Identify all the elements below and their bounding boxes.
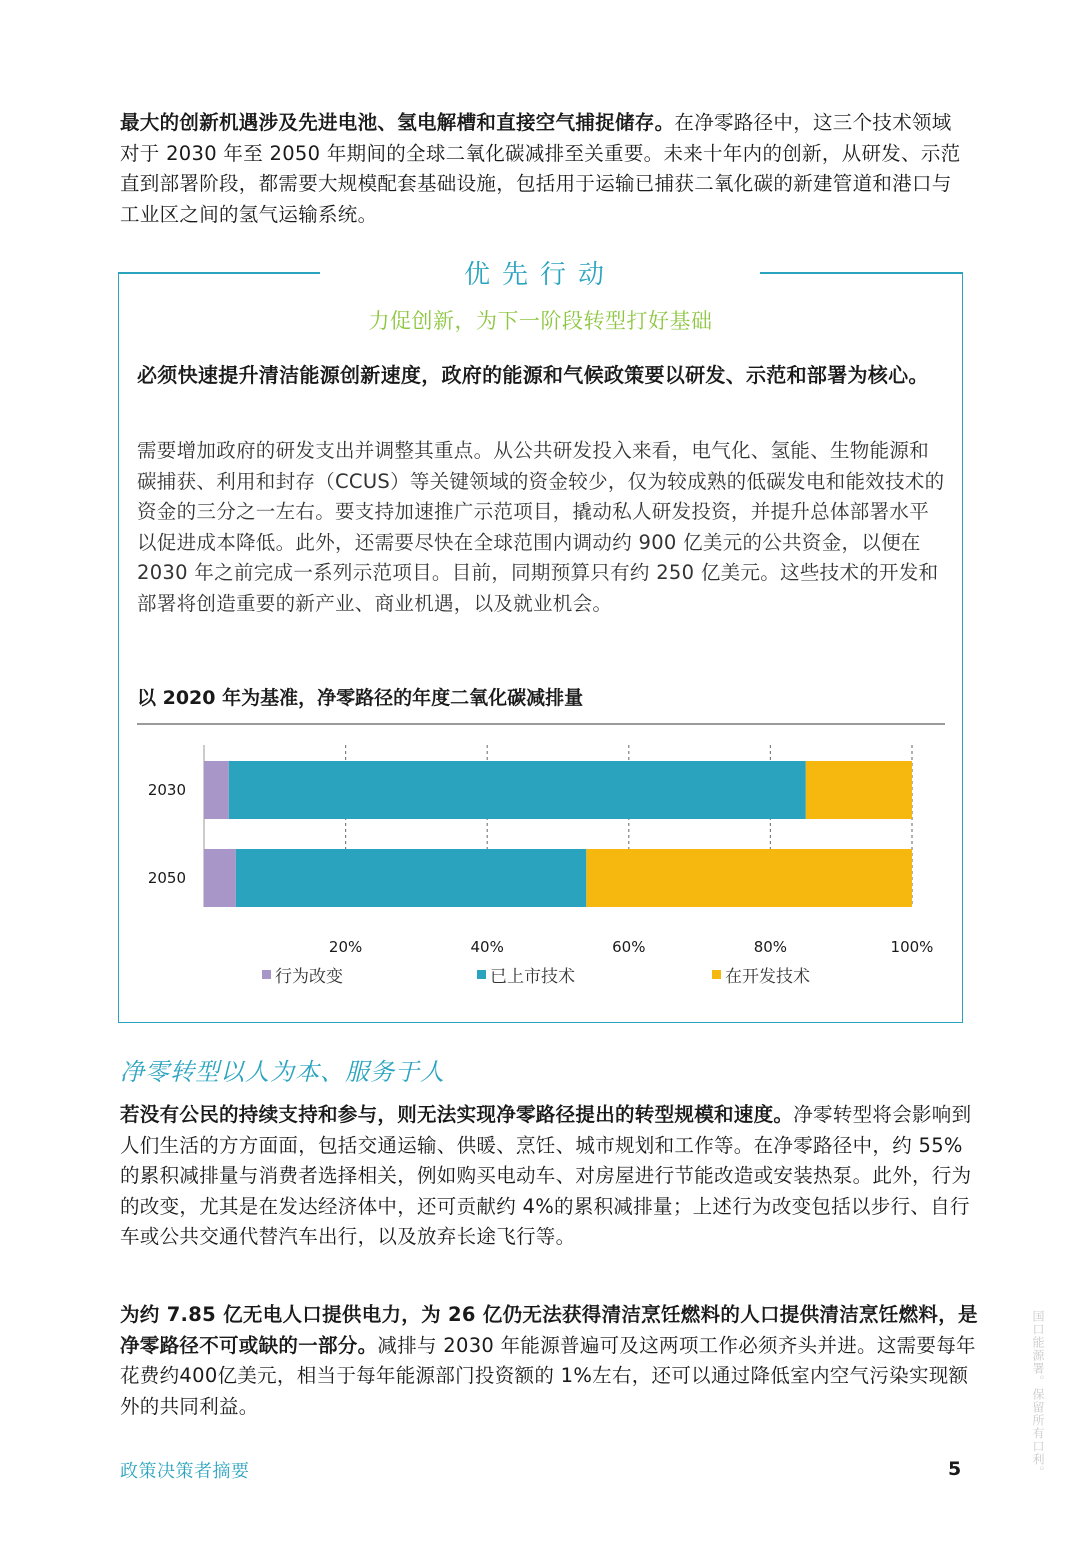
box-subtitle: 力促创新，为下一阶段转型打好基础 (368, 309, 713, 333)
legend-item (262, 962, 343, 987)
bar-2050-series-1 (236, 849, 586, 907)
legend-item (477, 962, 575, 987)
box-title: 优先行动 (463, 260, 616, 290)
bar-2050-series-0 (204, 849, 236, 907)
category-label: 2050 (147, 869, 186, 887)
box-top-rule-right (760, 272, 963, 274)
intro-lead: 最大的创新机遇涉及先进电池、氢电解槽和直接空气捕捉储存。 (120, 111, 675, 134)
section-paragraph-1-lead: 若没有公民的持续支持和参与，则无法实现净零路径提出的转型规模和速度。 (120, 1103, 794, 1126)
legend-label: 在开发技术 (725, 967, 810, 987)
legend-label: 行为改变 (275, 967, 343, 987)
section-paragraph-2 (120, 1300, 980, 1422)
legend-swatch (477, 970, 486, 979)
box-lead: 必须快速提升清洁能源创新速度，政府的能源和气候政策要以研发、示范和部署为核心。 (137, 363, 929, 387)
x-tick-label: 20% (328, 938, 363, 956)
x-tick-label: 80% (753, 938, 788, 956)
section-paragraph-2-rest: 减排与 2030 年能源普遍可及这两项工作必须齐头并进。这需要每年花费约400亿美元，相当于每年能源部门投资额的 1%左右，还可以通过降低室内空气污染实现额外的共同利益。 (120, 1333, 976, 1418)
legend-item (712, 962, 810, 987)
section-paragraph-2-lead: 为约 7.85 亿无电人口提供电力，为 26 亿仍无法获得清洁烹饪燃料的人口提供清洁烹饪燃料，是净零路径不可或缺的一部分。 (120, 1303, 978, 1357)
legend-swatch (712, 970, 721, 979)
category-label: 2030 (147, 781, 186, 799)
chart-title-rule (137, 723, 945, 725)
box-top-rule-left (118, 272, 320, 274)
chart-legend (262, 962, 942, 988)
intro-paragraph (120, 108, 970, 230)
page-number: 5 (948, 1458, 962, 1480)
footer-section-name: 政策决策者摘要 (120, 1461, 250, 1482)
copyright-watermark: 国口能源署。保留所有口利。 (1031, 1310, 1045, 1479)
section-paragraph-1 (120, 1100, 980, 1253)
chart-title: 以 2020 年为基准，净零路径的年度二氧化碳减排量 (137, 687, 584, 709)
x-tick-label: 40% (470, 938, 504, 956)
x-tick-label: 100% (890, 938, 934, 956)
bar-2030-series-2 (806, 761, 912, 819)
bar-2030-series-0 (204, 761, 229, 819)
bar-2030-series-1 (229, 761, 806, 819)
legend-label: 已上市技术 (490, 967, 575, 987)
box-body: 需要增加政府的研发支出并调整其重点。从公共研发投入来看，电气化、氢能、生物能源和碳捕获、利用和封存（CCUS）等关键领域的资金较少，仅为较成熟的低碳发电和能效技术的资金的三分之一左右。要支持加速推广示范项目，撬动私人研发投资，并提升总体部署水平以促进成本降低。此外，还需要尽快在全球范围内调动约 900 亿美元的公共资金，以便在 2030 年之前完成一系列示范项目。目前，同期预算只有约 250 亿美元。这些技术的开发和部署将创造重要的新产业、商业机遇，以及就业机会。 (137, 439, 945, 615)
x-tick-label: 60% (612, 938, 646, 956)
section-paragraph-1-rest: 净零转型将会影响到人们生活的方方面面，包括交通运输、供暖、烹饪、城市规划和工作等。在净零路径中，约 55%的累积减排量与消费者选择相关，例如购买电动车、对房屋进行节能改造或安装热泵。此外，行为的改变，尤其是在发达经济体中，还可贡献约 4%的累积减排量；上述行为改变包括以步行、自行车或公共交通代替汽车出行，以及放弃长途飞行等。 (120, 1103, 972, 1248)
intro-rest: 在净零路径中，这三个技术领域对于 2030 年至 2050 年期间的全球二氧化碳减排至关重要。未来十年内的创新，从研发、示范直到部署阶段，都需要大规模配套基础设施，包括用于运输已捕获二氧化碳的新建管道和港口与工业区之间的氢气运输系统。 (120, 111, 961, 226)
stacked-bar-chart (130, 735, 940, 960)
section-title: 净零转型以人为本、服务于人 (120, 1058, 445, 1086)
bar-2050-series-2 (586, 849, 912, 907)
legend-swatch (262, 970, 271, 979)
